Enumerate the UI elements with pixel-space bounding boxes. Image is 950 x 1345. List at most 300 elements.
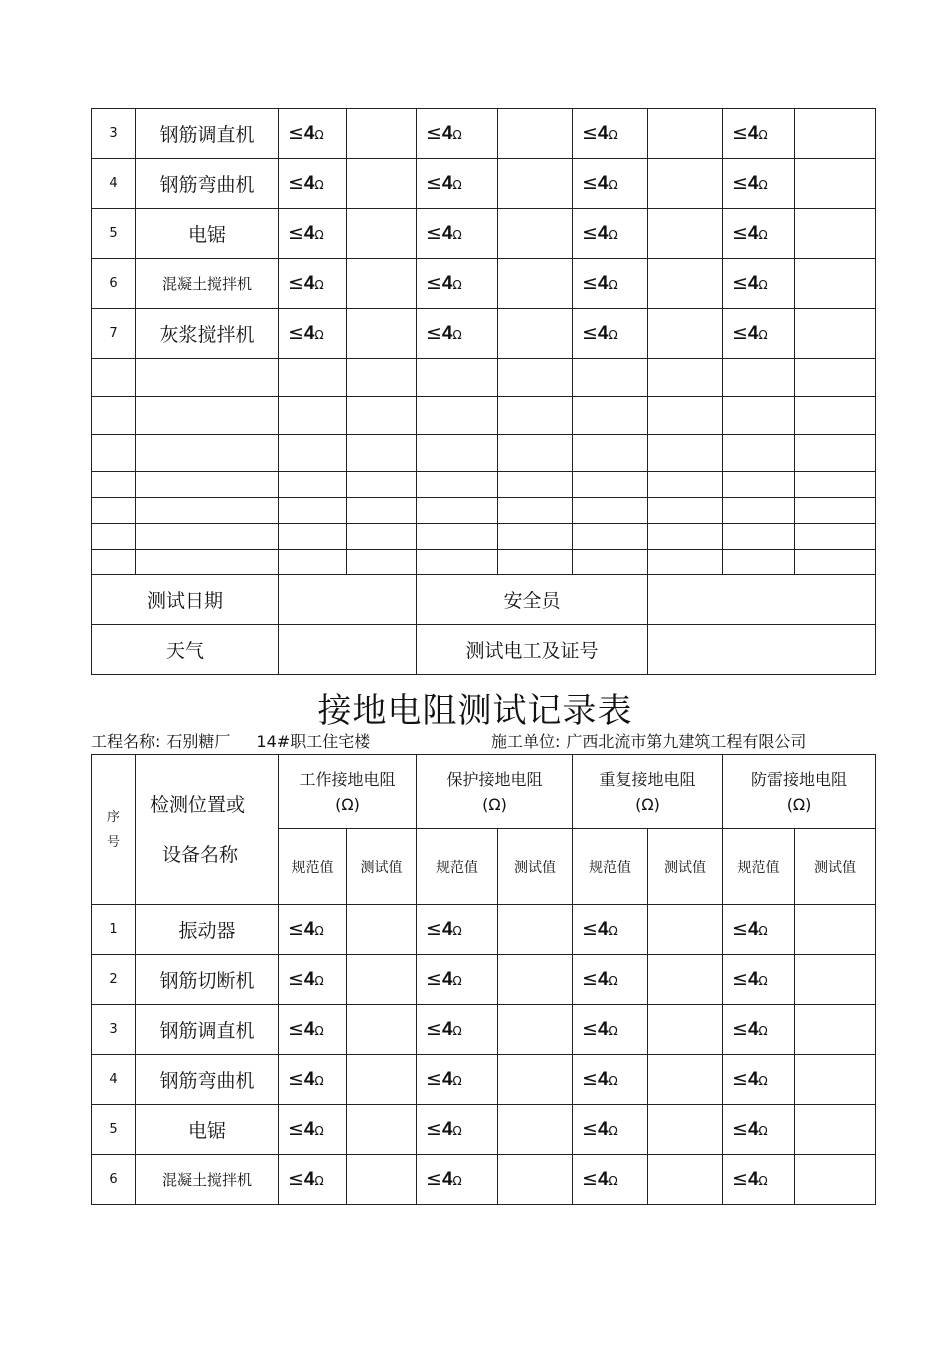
empty-cell[interactable] (498, 397, 573, 435)
empty-cell[interactable] (92, 550, 136, 575)
test-value-cell[interactable] (498, 955, 573, 1005)
weather-value (279, 625, 417, 675)
row-number: 7 (92, 309, 136, 359)
empty-cell[interactable] (136, 550, 279, 575)
standard-unit: Ω (608, 974, 618, 988)
empty-cell[interactable] (723, 550, 795, 575)
standard-value (723, 1105, 795, 1155)
standard-number: 4 (597, 173, 609, 194)
test-value-cell[interactable] (347, 309, 417, 359)
empty-row (92, 550, 876, 575)
standard-value (279, 1155, 347, 1205)
standard-unit: Ω (608, 1174, 618, 1188)
device-name: 钢筋调直机 (136, 1005, 279, 1055)
standard-unit: Ω (452, 1074, 462, 1088)
standard-symbol: ≤ (426, 1168, 442, 1190)
group-header-lightning (723, 755, 876, 829)
standard-unit: Ω (758, 974, 768, 988)
test-value-cell[interactable] (498, 1105, 573, 1155)
empty-cell[interactable] (92, 498, 136, 524)
empty-cell[interactable] (347, 550, 417, 575)
test-value-cell[interactable] (347, 259, 417, 309)
empty-cell[interactable] (136, 397, 279, 435)
empty-cell[interactable] (723, 498, 795, 524)
test-value-cell[interactable] (648, 159, 723, 209)
seq-header-top: 序 (106, 809, 120, 825)
standard-number: 4 (747, 1169, 759, 1190)
group-name: 工作接地电阻 (299, 769, 396, 789)
seq-header (92, 755, 136, 905)
empty-cell[interactable] (136, 359, 279, 397)
standard-number: 4 (303, 1119, 315, 1140)
test-value-cell[interactable] (795, 1055, 876, 1105)
standard-unit: Ω (608, 178, 618, 192)
standard-symbol: ≤ (582, 968, 598, 990)
table-row (92, 1055, 876, 1105)
test-value-cell[interactable] (498, 905, 573, 955)
std-header: 规范值 (417, 829, 498, 905)
standard-symbol: ≤ (732, 1168, 748, 1190)
test-value-cell[interactable] (648, 905, 723, 955)
row-number: 3 (92, 1005, 136, 1055)
standard-unit: Ω (452, 228, 462, 242)
standard-value (417, 905, 498, 955)
group-header-protective (417, 755, 573, 829)
test-value-cell[interactable] (648, 1005, 723, 1055)
standard-unit: Ω (758, 128, 768, 142)
empty-cell[interactable] (795, 524, 876, 550)
standard-value (279, 109, 347, 159)
empty-cell[interactable] (573, 397, 648, 435)
project-building: 14#职工住宅楼 (256, 732, 371, 751)
empty-cell[interactable] (417, 472, 498, 498)
standard-number: 4 (747, 223, 759, 244)
standard-unit: Ω (608, 924, 618, 938)
standard-unit: Ω (758, 178, 768, 192)
standard-value (417, 1105, 498, 1155)
test-value-cell[interactable] (347, 1105, 417, 1155)
standard-value (573, 1005, 648, 1055)
test-value-cell[interactable] (347, 955, 417, 1005)
test-value-cell[interactable] (347, 209, 417, 259)
empty-cell[interactable] (795, 498, 876, 524)
empty-cell[interactable] (347, 435, 417, 472)
test-value-cell[interactable] (498, 1005, 573, 1055)
table-row (92, 109, 876, 159)
standard-symbol: ≤ (426, 968, 442, 990)
weather-label: 天气 (92, 625, 279, 675)
standard-number: 4 (441, 123, 453, 144)
standard-symbol: ≤ (426, 322, 442, 344)
empty-cell[interactable] (723, 397, 795, 435)
empty-cell[interactable] (573, 498, 648, 524)
empty-cell[interactable] (279, 524, 347, 550)
row-number: 3 (92, 109, 136, 159)
project-name-value: 石别糖厂 (166, 732, 231, 751)
standard-value (573, 1155, 648, 1205)
test-value-cell[interactable] (498, 1155, 573, 1205)
standard-number: 4 (597, 273, 609, 294)
standard-value (723, 905, 795, 955)
test-value-cell[interactable] (795, 309, 876, 359)
standard-number: 4 (303, 969, 315, 990)
standard-unit: Ω (314, 1024, 324, 1038)
standard-symbol: ≤ (582, 172, 598, 194)
contractor-value: 广西北流市第九建筑工程有限公司 (566, 732, 807, 751)
test-header: 测试值 (347, 829, 417, 905)
standard-unit: Ω (452, 278, 462, 292)
empty-cell[interactable] (795, 359, 876, 397)
standard-value (723, 109, 795, 159)
standard-value (279, 309, 347, 359)
standard-unit: Ω (314, 328, 324, 342)
standard-value (723, 209, 795, 259)
standard-symbol: ≤ (426, 918, 442, 940)
group-unit: (Ω) (635, 794, 660, 814)
standard-unit: Ω (452, 924, 462, 938)
standard-number: 4 (597, 123, 609, 144)
test-value-cell[interactable] (498, 1055, 573, 1105)
standard-unit: Ω (314, 178, 324, 192)
row-number: 5 (92, 1105, 136, 1155)
standard-value (723, 1005, 795, 1055)
test-value-cell[interactable] (648, 209, 723, 259)
empty-cell[interactable] (279, 498, 347, 524)
standard-symbol: ≤ (426, 222, 442, 244)
empty-cell[interactable] (795, 397, 876, 435)
standard-number: 4 (303, 919, 315, 940)
empty-cell[interactable] (795, 472, 876, 498)
standard-unit: Ω (314, 228, 324, 242)
table-row (92, 905, 876, 955)
test-value-cell[interactable] (795, 1005, 876, 1055)
standard-symbol: ≤ (288, 1018, 304, 1040)
standard-number: 4 (303, 1169, 315, 1190)
empty-cell[interactable] (136, 524, 279, 550)
standard-symbol: ≤ (582, 1018, 598, 1040)
empty-cell[interactable] (92, 472, 136, 498)
test-value-cell[interactable] (347, 1155, 417, 1205)
standard-value (417, 159, 498, 209)
empty-cell[interactable] (417, 524, 498, 550)
standard-symbol: ≤ (732, 968, 748, 990)
standard-symbol: ≤ (288, 1168, 304, 1190)
device-name: 电锯 (136, 1105, 279, 1155)
standard-number: 4 (441, 919, 453, 940)
table-row (92, 159, 876, 209)
test-value-cell[interactable] (347, 1055, 417, 1105)
test-value-cell[interactable] (498, 309, 573, 359)
standard-number: 4 (441, 273, 453, 294)
test-value-cell[interactable] (795, 109, 876, 159)
standard-value (723, 955, 795, 1005)
test-header: 测试值 (648, 829, 723, 905)
empty-cell[interactable] (573, 359, 648, 397)
header-row-groups (92, 755, 876, 829)
empty-cell[interactable] (347, 397, 417, 435)
empty-cell[interactable] (279, 472, 347, 498)
test-value-cell[interactable] (648, 1155, 723, 1205)
standard-symbol: ≤ (582, 1118, 598, 1140)
top-record-table (91, 108, 876, 675)
test-date-label: 测试日期 (92, 575, 279, 625)
standard-unit: Ω (758, 924, 768, 938)
standard-number: 4 (597, 223, 609, 244)
empty-cell[interactable] (136, 472, 279, 498)
standard-value (417, 209, 498, 259)
device-name: 钢筋弯曲机 (136, 1055, 279, 1105)
empty-cell[interactable] (347, 359, 417, 397)
standard-symbol: ≤ (582, 322, 598, 344)
empty-cell[interactable] (573, 435, 648, 472)
test-value-cell[interactable] (795, 1105, 876, 1155)
test-value-cell[interactable] (795, 209, 876, 259)
group-header-working (279, 755, 417, 829)
standard-value (417, 955, 498, 1005)
test-value-cell[interactable] (795, 159, 876, 209)
standard-number: 4 (441, 969, 453, 990)
standard-value (417, 1055, 498, 1105)
standard-symbol: ≤ (288, 172, 304, 194)
footer-row-date (92, 575, 876, 625)
test-header: 测试值 (795, 829, 876, 905)
empty-cell[interactable] (417, 498, 498, 524)
standard-value (723, 1055, 795, 1105)
group-header-repeated (573, 755, 723, 829)
std-header: 规范值 (279, 829, 347, 905)
standard-value (723, 1155, 795, 1205)
position-header-line2: 设备名称 (162, 843, 239, 866)
test-value-cell[interactable] (795, 1155, 876, 1205)
test-value-cell[interactable] (498, 159, 573, 209)
standard-value (723, 159, 795, 209)
empty-cell[interactable] (417, 359, 498, 397)
standard-value (279, 955, 347, 1005)
standard-number: 4 (303, 123, 315, 144)
standard-number: 4 (747, 173, 759, 194)
empty-cell[interactable] (347, 498, 417, 524)
standard-symbol: ≤ (288, 968, 304, 990)
empty-cell[interactable] (498, 472, 573, 498)
empty-cell[interactable] (136, 435, 279, 472)
standard-unit: Ω (758, 278, 768, 292)
standard-unit: Ω (608, 328, 618, 342)
standard-symbol: ≤ (732, 918, 748, 940)
standard-unit: Ω (452, 128, 462, 142)
empty-cell[interactable] (498, 524, 573, 550)
project-name (91, 729, 370, 752)
row-number: 6 (92, 259, 136, 309)
standard-number: 4 (747, 1069, 759, 1090)
test-value-cell[interactable] (498, 259, 573, 309)
standard-number: 4 (597, 1169, 609, 1190)
standard-symbol: ≤ (426, 122, 442, 144)
standard-symbol: ≤ (582, 272, 598, 294)
position-header (136, 755, 279, 905)
empty-cell[interactable] (648, 498, 723, 524)
standard-symbol: ≤ (732, 1018, 748, 1040)
standard-symbol: ≤ (288, 322, 304, 344)
standard-symbol: ≤ (732, 272, 748, 294)
standard-number: 4 (303, 173, 315, 194)
standard-symbol: ≤ (288, 1068, 304, 1090)
test-value-cell[interactable] (648, 1105, 723, 1155)
empty-cell[interactable] (723, 435, 795, 472)
standard-number: 4 (441, 323, 453, 344)
empty-cell[interactable] (648, 359, 723, 397)
group-unit: (Ω) (786, 794, 812, 814)
group-name: 防雷接地电阻 (751, 769, 848, 789)
standard-unit: Ω (314, 1174, 324, 1188)
empty-cell[interactable] (498, 359, 573, 397)
test-value-cell[interactable] (347, 109, 417, 159)
standard-symbol: ≤ (288, 222, 304, 244)
empty-cell[interactable] (573, 524, 648, 550)
empty-cell[interactable] (723, 524, 795, 550)
empty-cell[interactable] (279, 550, 347, 575)
standard-unit: Ω (452, 1124, 462, 1138)
std-header: 规范值 (573, 829, 648, 905)
standard-number: 4 (303, 273, 315, 294)
standard-unit: Ω (758, 328, 768, 342)
device-name: 振动器 (136, 905, 279, 955)
standard-number: 4 (441, 1019, 453, 1040)
empty-cell[interactable] (723, 472, 795, 498)
empty-cell[interactable] (498, 435, 573, 472)
test-value-cell[interactable] (648, 109, 723, 159)
standard-unit: Ω (608, 128, 618, 142)
device-name: 钢筋弯曲机 (136, 159, 279, 209)
standard-symbol: ≤ (288, 272, 304, 294)
standard-number: 4 (597, 1069, 609, 1090)
empty-cell[interactable] (648, 397, 723, 435)
test-value-cell[interactable] (648, 259, 723, 309)
standard-unit: Ω (452, 178, 462, 192)
standard-unit: Ω (758, 228, 768, 242)
standard-value (573, 1055, 648, 1105)
electrician-label: 测试电工及证号 (417, 625, 648, 675)
standard-value (573, 259, 648, 309)
main-record-table (91, 754, 876, 1205)
empty-cell[interactable] (279, 359, 347, 397)
empty-cell[interactable] (92, 524, 136, 550)
standard-number: 4 (747, 1119, 759, 1140)
standard-value (279, 159, 347, 209)
group-name: 重复接地电阻 (599, 769, 696, 789)
standard-symbol: ≤ (582, 1068, 598, 1090)
empty-cell[interactable] (648, 550, 723, 575)
empty-row (92, 524, 876, 550)
empty-cell[interactable] (795, 550, 876, 575)
standard-value (573, 209, 648, 259)
device-name: 混凝土搅拌机 (136, 1155, 279, 1205)
table-row (92, 955, 876, 1005)
standard-unit: Ω (758, 1174, 768, 1188)
test-value-cell[interactable] (347, 1005, 417, 1055)
test-value-cell[interactable] (347, 159, 417, 209)
std-header: 规范值 (723, 829, 795, 905)
test-value-cell[interactable] (347, 905, 417, 955)
standard-unit: Ω (314, 278, 324, 292)
standard-unit: Ω (608, 1074, 618, 1088)
empty-cell[interactable] (417, 435, 498, 472)
empty-row (92, 397, 876, 435)
test-value-cell[interactable] (498, 209, 573, 259)
standard-number: 4 (441, 1169, 453, 1190)
standard-unit: Ω (314, 128, 324, 142)
empty-cell[interactable] (795, 435, 876, 472)
standard-symbol: ≤ (582, 222, 598, 244)
standard-unit: Ω (608, 228, 618, 242)
standard-symbol: ≤ (426, 172, 442, 194)
standard-number: 4 (747, 273, 759, 294)
empty-cell[interactable] (347, 472, 417, 498)
standard-value (279, 1005, 347, 1055)
test-value-cell[interactable] (648, 955, 723, 1005)
test-value-cell[interactable] (795, 259, 876, 309)
standard-number: 4 (597, 323, 609, 344)
test-value-cell[interactable] (648, 1055, 723, 1105)
standard-number: 4 (597, 1119, 609, 1140)
empty-cell[interactable] (279, 397, 347, 435)
device-name: 灰浆搅拌机 (136, 309, 279, 359)
empty-cell[interactable] (723, 359, 795, 397)
empty-cell[interactable] (648, 472, 723, 498)
standard-value (573, 1105, 648, 1155)
standard-number: 4 (441, 173, 453, 194)
row-number: 6 (92, 1155, 136, 1205)
empty-cell[interactable] (279, 435, 347, 472)
empty-row (92, 435, 876, 472)
empty-cell[interactable] (648, 435, 723, 472)
empty-cell[interactable] (347, 524, 417, 550)
empty-cell[interactable] (573, 472, 648, 498)
test-value-cell[interactable] (795, 905, 876, 955)
position-header-line1: 检测位置或 (150, 793, 246, 816)
standard-symbol: ≤ (582, 1168, 598, 1190)
standard-unit: Ω (314, 1074, 324, 1088)
empty-cell[interactable] (92, 397, 136, 435)
safety-officer-value (648, 575, 876, 625)
test-value-cell[interactable] (498, 109, 573, 159)
standard-symbol: ≤ (426, 272, 442, 294)
table-row (92, 1105, 876, 1155)
standard-number: 4 (441, 1069, 453, 1090)
empty-cell[interactable] (92, 359, 136, 397)
row-number: 2 (92, 955, 136, 1005)
empty-cell[interactable] (498, 498, 573, 524)
test-value-cell[interactable] (648, 309, 723, 359)
seq-header-bottom: 号 (106, 834, 120, 850)
standard-symbol: ≤ (288, 122, 304, 144)
empty-cell[interactable] (648, 524, 723, 550)
standard-value (573, 905, 648, 955)
empty-cell[interactable] (498, 550, 573, 575)
table-row (92, 1155, 876, 1205)
empty-cell[interactable] (92, 435, 136, 472)
standard-value (417, 259, 498, 309)
test-value-cell[interactable] (795, 955, 876, 1005)
standard-value (279, 1105, 347, 1155)
empty-cell[interactable] (417, 550, 498, 575)
empty-cell[interactable] (417, 397, 498, 435)
row-number: 4 (92, 159, 136, 209)
empty-cell[interactable] (573, 550, 648, 575)
table-row (92, 209, 876, 259)
standard-symbol: ≤ (732, 222, 748, 244)
standard-unit: Ω (608, 1124, 618, 1138)
empty-cell[interactable] (136, 498, 279, 524)
